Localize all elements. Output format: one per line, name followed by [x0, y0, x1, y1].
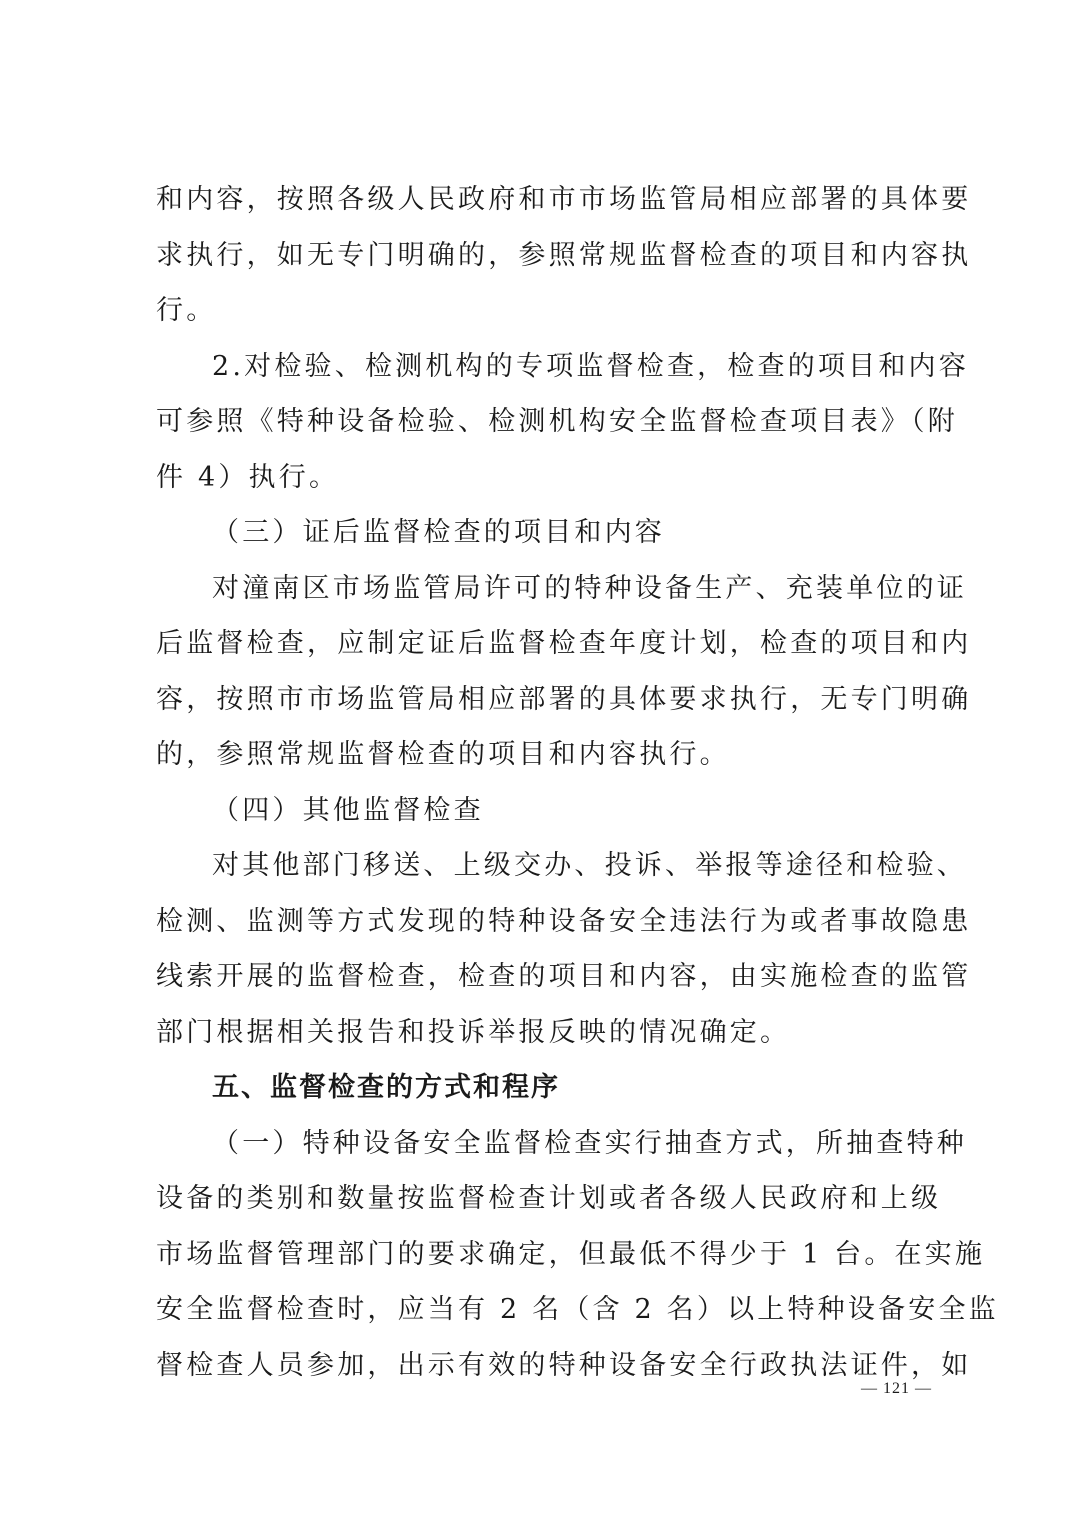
subsection-heading: （四）其他监督检查 — [212, 794, 484, 826]
text-line: 线索开展的监督检查，检查的项目和内容，由实施检查的监管 — [156, 961, 972, 992]
text-line: 可参照《特种设备检验、检测机构安全监督检查项目表》（附 — [156, 406, 958, 437]
text-line: 督检查人员参加，出示有效的特种设备安全行政执法证件，如 — [156, 1349, 972, 1381]
text-line: 后监督检查，应制定证后监督检查年度计划，检查的项目和内 — [156, 628, 972, 659]
text-line: 求执行，如无专门明确的，参照常规监督检查的项目和内容执 — [156, 239, 972, 271]
paragraph-start-line: （一）特种设备安全监督检查实行抽查方式，所抽查特种 — [212, 1127, 967, 1159]
section-heading: 五、监督检查的方式和程序 — [212, 1072, 560, 1103]
text-line: 件 4）执行。 — [156, 461, 340, 493]
text-line: 和内容，按照各级人民政府和市市场监管局相应部署的具体要 — [156, 184, 972, 215]
text-line: 检测、监测等方式发现的特种设备安全违法行为或者事故隐患 — [156, 905, 972, 937]
paragraph-start-line: 2.对检验、检测机构的专项监督检查，检查的项目和内容 — [212, 350, 969, 382]
text-line: 设备的类别和数量按监督检查计划或者各级人民政府和上级 — [156, 1183, 942, 1214]
paragraph-start-line: 对其他部门移送、上级交办、投诉、举报等途径和检验、 — [212, 850, 967, 881]
paragraph-start-line: 对潼南区市场监管局许可的特种设备生产、充装单位的证 — [212, 572, 967, 604]
text-line: 容，按照市市场监管局相应部署的具体要求执行，无专门明确 — [156, 683, 972, 715]
text-line: 行。 — [156, 295, 217, 326]
text-line: 安全监督检查时，应当有 2 名（含 2 名）以上特种设备安全监 — [156, 1294, 999, 1325]
text-line: 市场监督管理部门的要求确定，但最低不得少于 1 台。在实施 — [156, 1238, 986, 1270]
page-number: — 121 — — [861, 1380, 932, 1397]
text-line: 的，参照常规监督检查的项目和内容执行。 — [156, 739, 730, 770]
document-body — [156, 172, 999, 1393]
subsection-heading: （三）证后监督检查的项目和内容 — [212, 517, 665, 548]
text-line: 部门根据相关报告和投诉举报反映的情况确定。 — [156, 1016, 791, 1048]
